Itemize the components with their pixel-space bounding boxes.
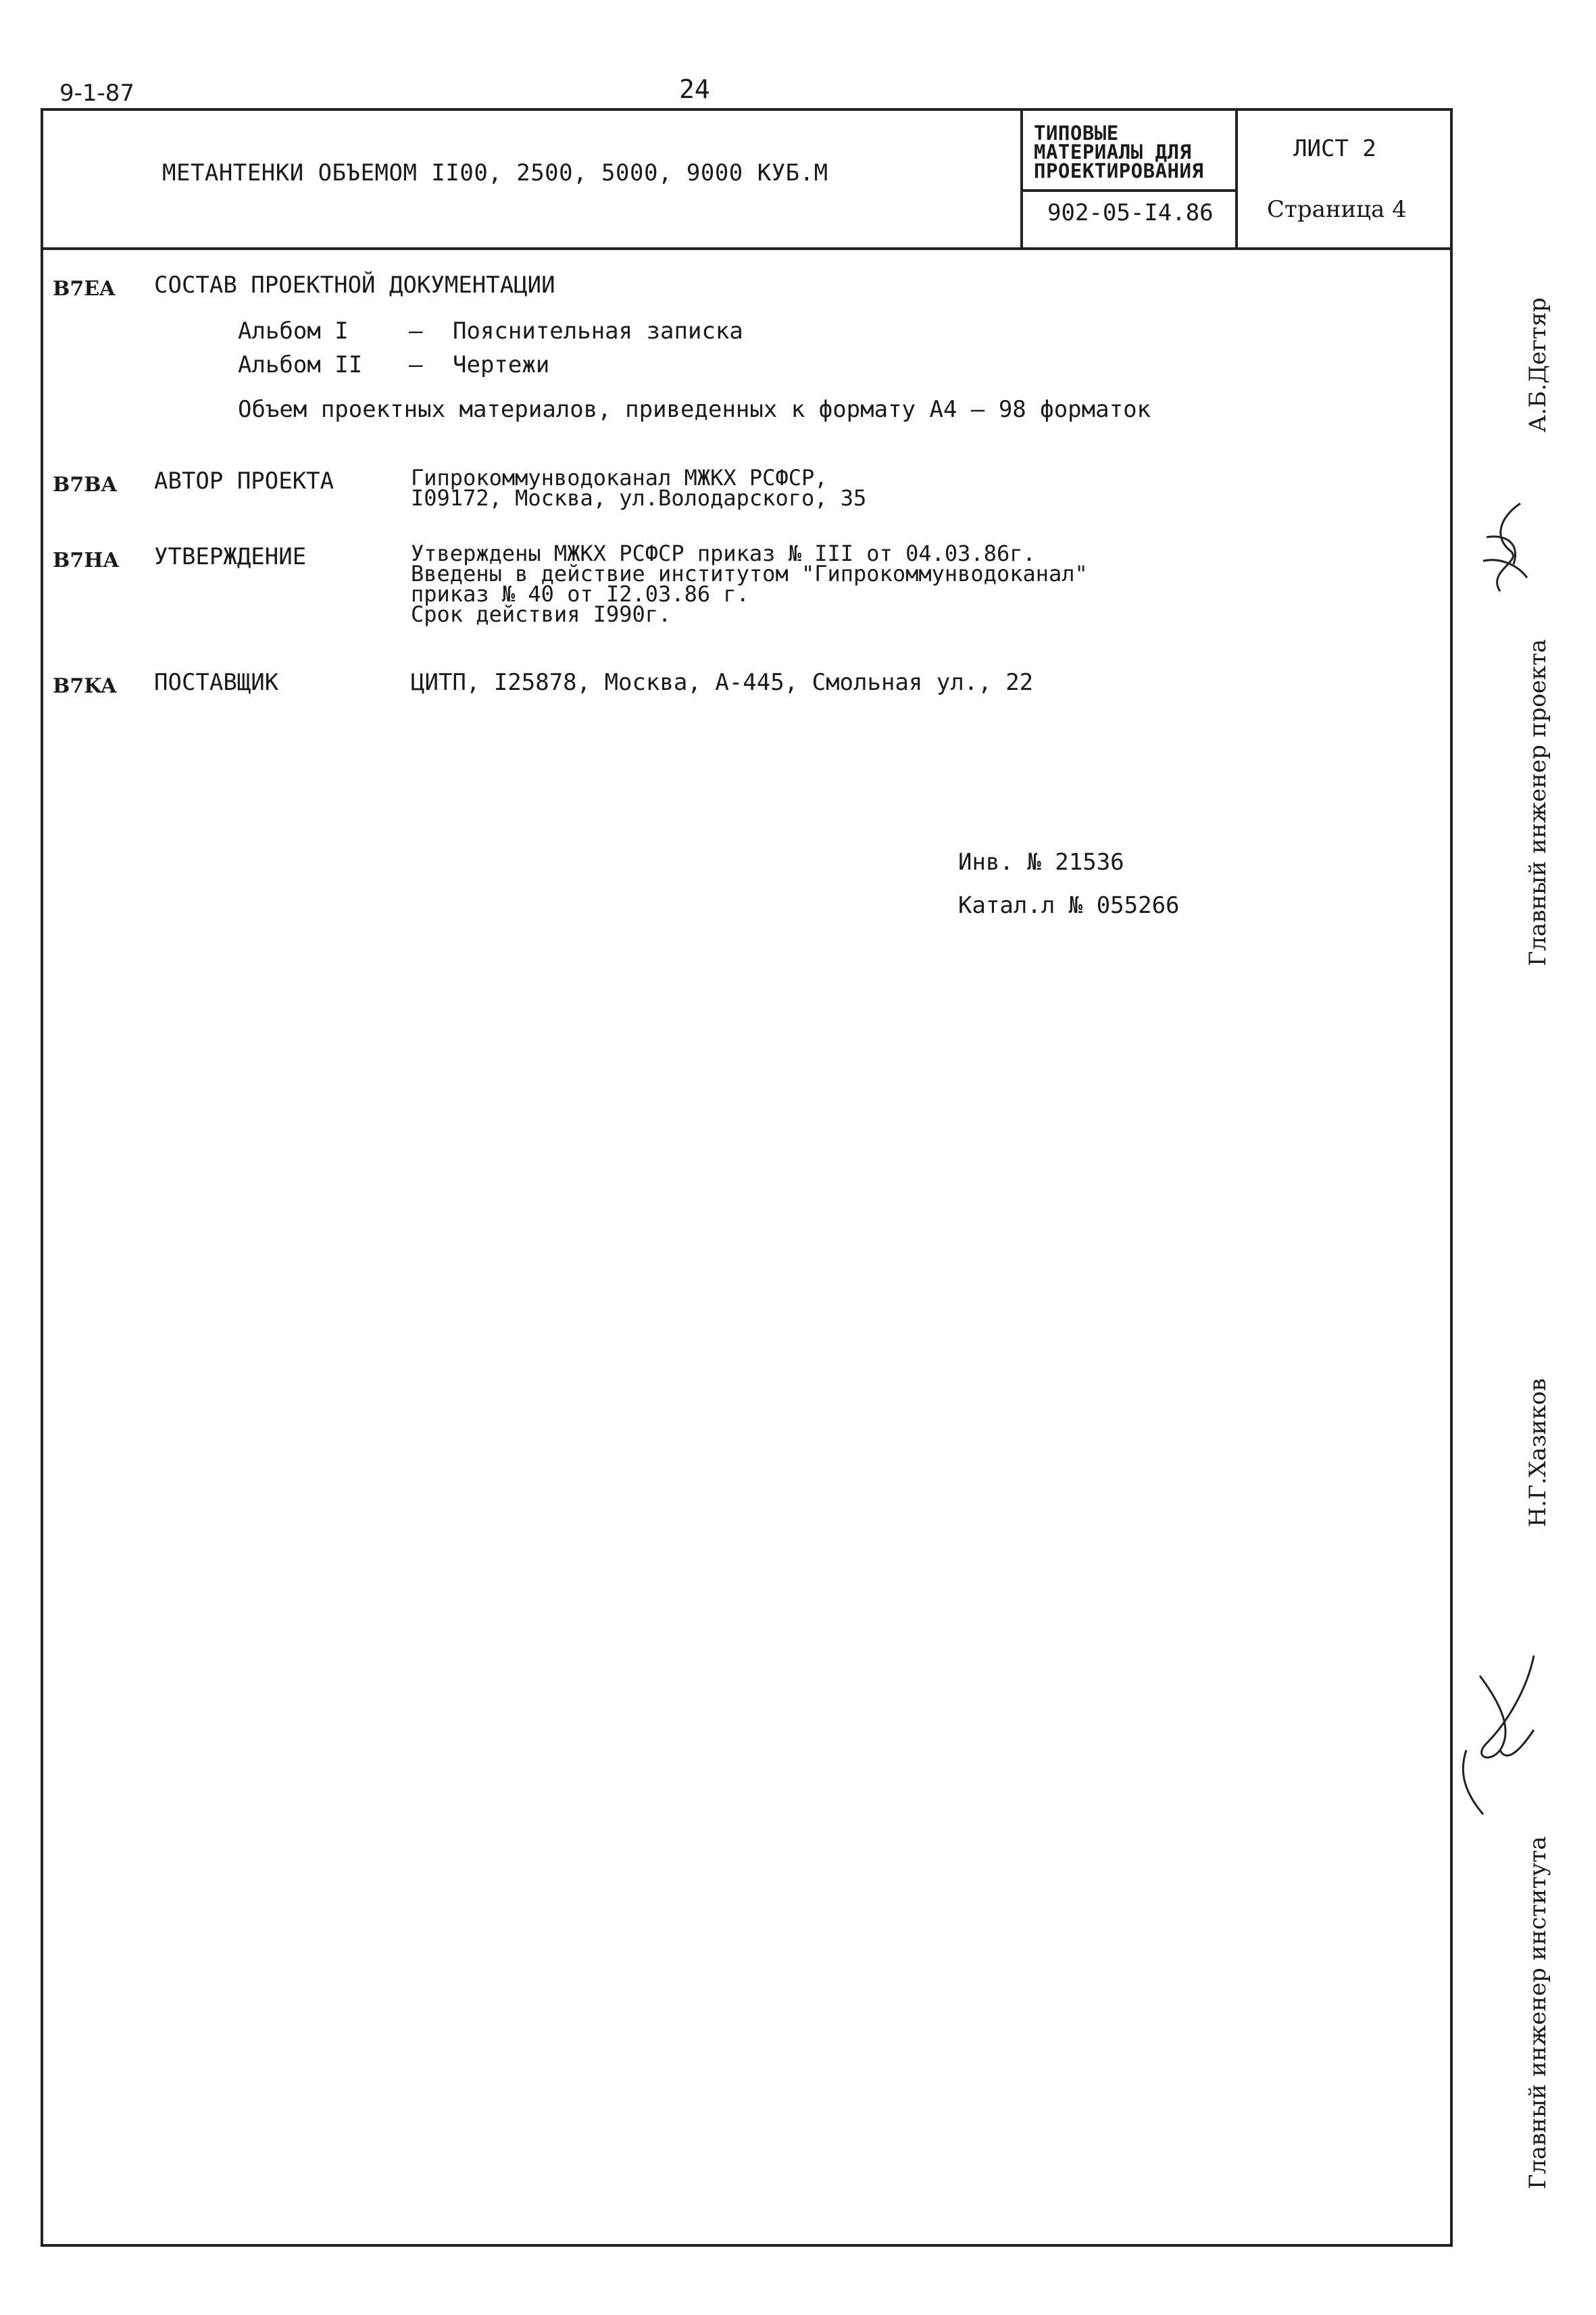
section-code: B7HA xyxy=(53,549,119,572)
album-description: Чертежи xyxy=(453,351,550,378)
chief-engineer-project-title: Главный инженер проекта xyxy=(1524,639,1551,966)
approval-validity: Срок действия I990г. xyxy=(411,601,672,627)
project-number: 902-05-I4.86 xyxy=(1047,199,1214,226)
section-heading: СОСТАВ ПРОЕКТНОЙ ДОКУМЕНТАЦИИ xyxy=(154,272,555,299)
sheet-number: ЛИСТ 2 xyxy=(1293,135,1376,162)
album-dash: – xyxy=(409,351,423,378)
page-label: Страница 4 xyxy=(1267,196,1407,223)
signature-institute-engineer xyxy=(1453,1649,1547,1851)
section-code: B7EA xyxy=(53,277,116,301)
typical-materials-label: ТИПОВЫЕ xyxy=(1034,122,1119,145)
section-label: УТВЕРЖДЕНИЕ xyxy=(154,543,307,570)
section-label: АВТОР ПРОЕКТА xyxy=(154,468,334,495)
approval-enactment: Введены в действие институтом "Гипрокоммунводоканал" xyxy=(411,561,1088,587)
album-name: Альбом II xyxy=(238,351,363,378)
typical-materials-label: ПРОЕКТИРОВАНИЯ xyxy=(1034,159,1204,182)
signature-project-engineer xyxy=(1473,497,1534,598)
title-block-divider xyxy=(1020,189,1235,192)
chief-engineer-project-name: А.Б.Дегтяр xyxy=(1524,297,1551,432)
catalog-sheet-number: Катал.л № 055266 xyxy=(958,892,1180,919)
chief-engineer-institute-name: Н.Г.Хазиков xyxy=(1524,1378,1551,1527)
document-frame xyxy=(41,108,1453,2247)
typical-materials-label: МАТЕРИАЛЫ ДЛЯ xyxy=(1034,141,1192,164)
album-description: Пояснительная записка xyxy=(453,318,743,345)
chief-engineer-institute-title: Главный инженер института xyxy=(1524,1836,1551,2189)
section-code: B7BA xyxy=(53,473,117,497)
title-block-divider xyxy=(1020,108,1023,250)
author-address: I09172, Москва, ул.Володарского, 35 xyxy=(411,485,867,511)
section-code: B7KA xyxy=(53,674,117,698)
inventory-number: Инв. № 21536 xyxy=(958,849,1124,876)
supplier-address: ЦИТП, I25878, Москва, А-445, Смольная ул., 22 xyxy=(411,669,1034,696)
album-name: Альбом I xyxy=(238,318,349,345)
author-organization: Гипрокоммунводоканал МЖКХ РСФСР, xyxy=(411,465,828,491)
album-dash: – xyxy=(409,318,423,345)
document-title: МЕТАНТЕНКИ ОБЪЕМОМ II00, 2500, 5000, 9000 КУБ.М xyxy=(162,159,828,186)
section-label: ПОСТАВЩИК xyxy=(154,669,279,696)
volume-statement: Объем проектных материалов, приведенных к формату А4 – 98 форматок xyxy=(238,396,1151,423)
approval-institute-order: приказ № 40 от I2.03.86 г. xyxy=(411,581,749,607)
approval-order: Утверждены МЖКХ РСФСР приказ № III от 04.03.86г. xyxy=(411,541,1036,566)
series-code: 9-1-87 xyxy=(59,80,135,107)
title-block-divider xyxy=(1235,108,1238,250)
page-number: 24 xyxy=(679,74,710,104)
